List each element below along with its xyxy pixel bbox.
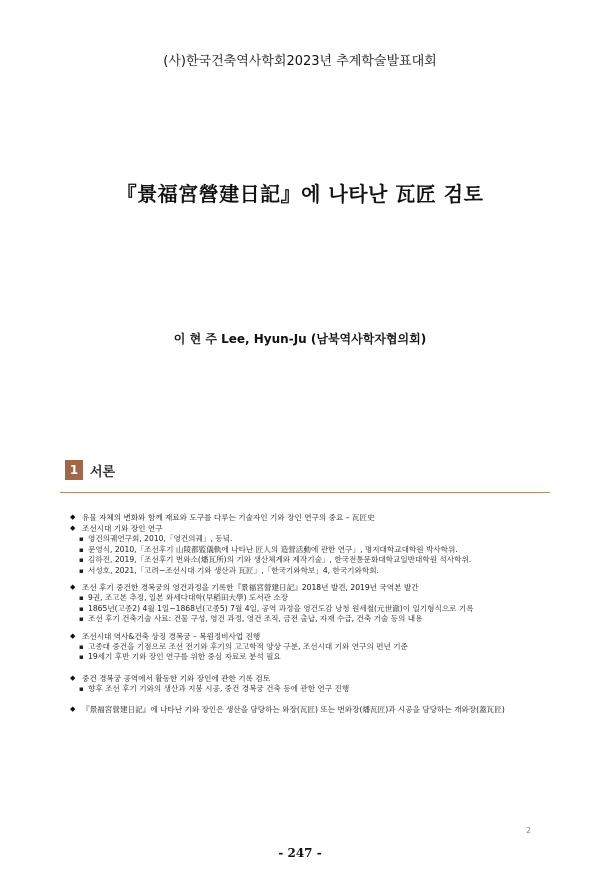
sub-bullet-item: ▪ 문영식, 2010,「조선후기 山陵都監儀軌에 나타난 匠人의 造營活動에 관한 연구」, 명지대학교대학원 박사학위.: [70, 545, 550, 556]
section-divider: [60, 492, 550, 493]
sub-bullet-item: ▪ 조선 후기 건축기술 사료: 건물 구성, 영건 과정, 영건 조직, 금전 출납, 자재 수급, 건축 기술 등의 내용: [70, 614, 550, 625]
section-title: 서론: [90, 464, 116, 480]
page-number: - 247 -: [278, 846, 322, 860]
sub-bullet-item: ▪ 영건의궤연구회, 2010,「영건의궤」, 동녘.: [70, 534, 550, 545]
bullet-item: ◆ 중건 경복궁 공역에서 활동한 기와 장인에 관한 기록 검토: [70, 673, 550, 684]
sub-bullet-item: ▪ 9권, 조고본 추정, 일본 와세다대학(早稻田大學) 도서관 소장: [70, 593, 550, 604]
bullet-item: ◆ 『景福宮營建日記』에 나타난 기와 장인은 생산을 담당하는 와장(瓦匠) 또는 번와장(燔瓦匠)과 시공을 담당하는 개와장(蓋瓦匠): [70, 704, 550, 715]
author-line: 이 현 주 Lee, Hyun-Ju (남북역사학자협의회): [173, 332, 427, 346]
sub-bullet-item: ▪ 19세기 후반 기와 장인 연구를 위한 중심 자료로 분석 필요: [70, 652, 550, 663]
bullet-item: ◆ 유물 자체의 변화와 함께 재료와 도구를 다루는 기술자인 기와 장인 연구의 중요 – 瓦匠史: [70, 512, 550, 523]
bullet-content: [70, 512, 550, 715]
paper-title: 『景福宮營建日記』에 나타난 瓦匠 검토: [116, 182, 484, 206]
bullet-item: ◆ 조선시대 역사&건축 상징 경복궁 – 복원정비사업 진행: [70, 631, 550, 642]
bullet-item: ◆ 조선 후기 중건한 경복궁의 영건과정을 기록한『景福宮營建日記』2018년 발견, 2019년 국역본 발간: [70, 582, 550, 593]
sub-bullet-item: ▪ 1865년(고종2) 4월 1일~1868년(고종5) 7월 4일, 공역 과정을 영건도감 낭청 원세철(元世澈)이 일기형식으로 기록: [70, 604, 550, 615]
section-number-badge: 1: [65, 460, 83, 480]
sub-bullet-item: ▪ 서성호, 2021,「고려~조선시대 기와 생산과 瓦匠」,「한국기와학보」4, 한국기와학회.: [70, 566, 550, 577]
slide-number: 2: [526, 826, 532, 835]
sub-bullet-item: ▪ 향후 조선 후기 기와의 생산과 지붕 시공, 중건 경복궁 건축 등에 관한 연구 진행: [70, 684, 550, 695]
sub-bullet-item: ▪ 김하진, 2019,「조선후기 번와소(燔瓦所)의 기와 생산체계와 제작기술」, 한국전통문화대학교일반대학원 석사학위.: [70, 555, 550, 566]
sub-bullet-item: ▪ 고종대 중건을 기점으로 조선 전기와 후기의 고고학적 양상 구분, 조선시대 기와 연구의 편년 기준: [70, 642, 550, 653]
bullet-item: ◆ 조선시대 기와 장인 연구: [70, 523, 550, 534]
conference-name: (사)한국건축역사학회2023년 추계학술발표대회: [163, 54, 437, 69]
section-heading: [65, 460, 115, 480]
